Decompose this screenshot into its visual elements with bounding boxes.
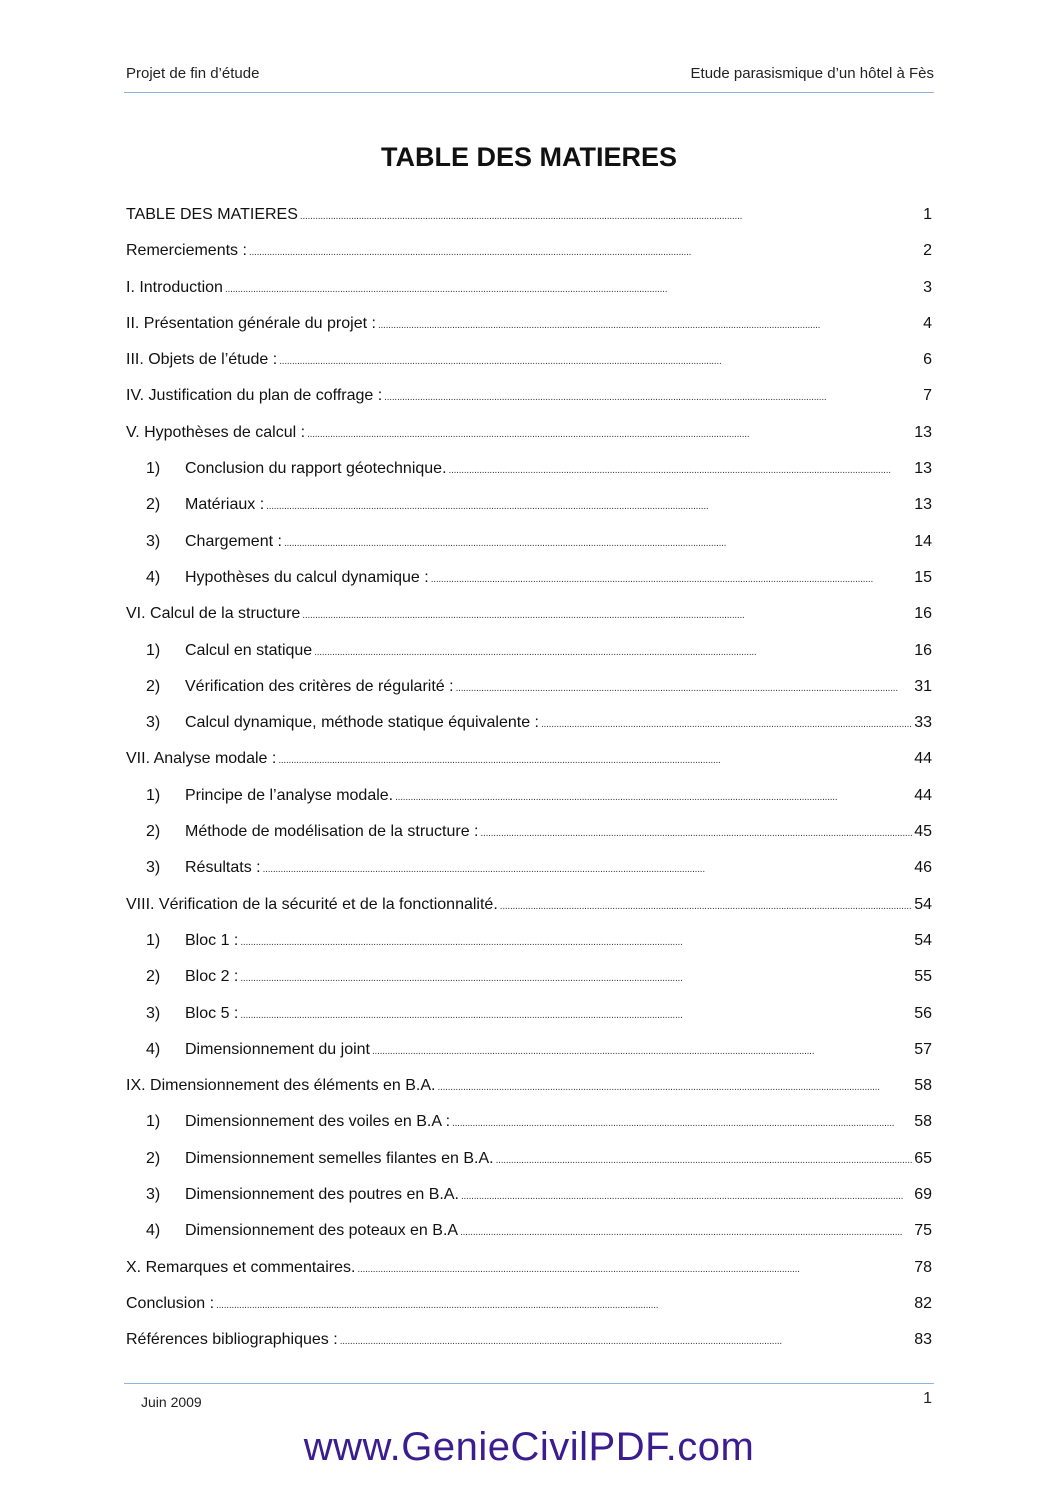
toc-entry[interactable] [126,785,932,821]
header-study-title: Etude parasismique d’un hôtel à Fès [690,65,934,82]
toc-entry-label: III. Objets de l’étude : [126,351,278,369]
toc-dot-leader [438,1075,913,1099]
toc-entry-page: 15 [914,568,932,586]
toc-entry-label: II. Présentation générale du projet : [126,314,376,332]
toc-dot-leader [263,857,913,881]
toc-entry-number: 3) [146,1004,161,1022]
toc-entry[interactable] [126,857,932,893]
toc-entry[interactable] [126,748,932,784]
toc-entry-page: 44 [914,750,932,768]
toc-entry-page: 82 [914,1294,932,1312]
toc-dot-leader [449,458,913,482]
toc-entry-page: 7 [923,387,932,405]
toc-dot-leader [278,748,912,772]
toc-entry-label: Matériaux : [185,496,265,514]
toc-entry-page: 55 [914,968,932,986]
toc-entry-page: 58 [914,1077,932,1095]
toc-entry-page: 2 [923,242,932,260]
toc-entry-label: Bloc 1 : [185,931,239,949]
toc-entry-number: 2) [146,968,161,986]
toc-dot-leader [314,640,912,664]
toc-entry-number: 1) [146,786,161,804]
toc-entry-number: 2) [146,1149,161,1167]
toc-entry[interactable] [126,930,932,966]
toc-entry-number: 3) [146,532,161,550]
toc-entry[interactable] [126,567,932,603]
toc-entry-number: 3) [146,1186,161,1204]
toc-entry-label: Bloc 2 : [185,968,239,986]
toc-entry-page: 75 [914,1222,932,1240]
toc-entry-number: 3) [146,859,161,877]
toc-entry-page: 54 [914,931,932,949]
toc-entry-page: 16 [914,605,932,623]
toc-entry-page: 46 [914,859,932,877]
toc-dot-leader [456,676,913,700]
toc-entry[interactable] [126,894,932,930]
header-project-label: Projet de fin d’étude [126,65,260,82]
toc-entry-label: Hypothèses du calcul dynamique : [185,568,429,586]
toc-entry[interactable] [126,1220,932,1256]
toc-entry-label: Vérification des critères de régularité : [185,677,454,695]
toc-entry-label: I. Introduction [126,278,223,296]
toc-entry-label: IX. Dimensionnement des éléments en B.A. [126,1077,436,1095]
footer-divider [124,1383,934,1384]
toc-entry-page: 13 [914,423,932,441]
toc-entry-page: 69 [914,1186,932,1204]
toc-entry[interactable] [126,422,932,458]
toc-entry[interactable] [126,349,932,385]
table-of-contents [126,204,932,1366]
toc-entry-label: Dimensionnement semelles filantes en B.A. [185,1149,494,1167]
toc-dot-leader [357,1257,912,1281]
toc-entry-label: IV. Justification du plan de coffrage : [126,387,383,405]
toc-dot-leader [500,894,912,918]
toc-dot-leader [266,494,912,518]
toc-entry-page: 78 [914,1258,932,1276]
toc-entry-number: 1) [146,460,161,478]
toc-entry-label: Chargement : [185,532,282,550]
toc-entry[interactable] [126,1111,932,1147]
toc-entry-label: Références bibliographiques : [126,1331,338,1349]
toc-entry-page: 58 [914,1113,932,1131]
toc-dot-leader [240,966,912,990]
toc-entry-number: 4) [146,1040,161,1058]
toc-entry[interactable] [126,712,932,748]
toc-entry-label: Dimensionnement des voiles en B.A : [185,1113,451,1131]
toc-dot-leader [384,385,921,409]
toc-entry-page: 1 [923,206,932,223]
toc-entry-page: 33 [914,714,932,732]
toc-dot-leader [452,1111,912,1135]
toc-dot-leader [340,1329,913,1353]
toc-entry-page: 16 [914,641,932,659]
toc-entry-label: Dimensionnement du joint [185,1040,370,1058]
toc-entry-number: 1) [146,1113,161,1131]
footer-page-number: 1 [923,1390,932,1407]
toc-dot-leader [541,712,912,736]
page-header [124,64,934,93]
toc-dot-leader [461,1184,912,1208]
toc-entry-page: 14 [914,532,932,550]
toc-dot-leader [460,1220,912,1244]
watermark-link[interactable]: www.GenieCivilPDF.com [303,1425,755,1469]
toc-entry-label: V. Hypothèses de calcul : [126,423,306,441]
toc-entry[interactable] [126,1293,932,1329]
toc-dot-leader [216,1293,912,1317]
toc-entry-label: Remerciements : [126,242,247,260]
page-title: TABLE DES MATIERES [380,142,677,172]
toc-entry-page: 31 [914,677,932,695]
toc-dot-leader [249,240,921,264]
toc-entry-page: 13 [914,460,932,478]
toc-entry-number: 4) [146,1222,161,1240]
footer-date: Juin 2009 [141,1394,202,1410]
toc-dot-leader [395,785,912,809]
toc-entry[interactable] [126,1003,932,1039]
toc-entry-label: VIII. Vérification de la sécurité et de la fonctionnalité. [126,895,498,913]
toc-dot-leader [284,531,912,555]
toc-entry[interactable] [126,676,932,712]
toc-entry[interactable] [126,494,932,530]
toc-entry-number: 3) [146,714,161,732]
toc-entry-page: 83 [914,1331,932,1349]
toc-dot-leader [225,277,921,301]
toc-entry[interactable] [126,821,932,857]
toc-entry[interactable] [126,204,932,240]
toc-dot-leader [300,204,921,228]
toc-entry-label: TABLE DES MATIERES [126,206,298,223]
toc-entry[interactable] [126,385,932,421]
toc-entry-label: Bloc 5 : [185,1004,239,1022]
toc-entry-label: VII. Analyse modale : [126,750,277,768]
toc-entry[interactable] [126,1184,932,1220]
toc-entry-page: 45 [914,823,932,841]
toc-entry[interactable] [126,1148,932,1184]
toc-entry-label: Calcul dynamique, méthode statique équivalente : [185,714,539,732]
toc-entry-page: 4 [923,314,932,332]
toc-entry-label: Résultats : [185,859,261,877]
toc-entry[interactable] [126,603,932,639]
toc-entry[interactable] [126,1039,932,1075]
toc-entry-label: Méthode de modélisation de la structure : [185,823,479,841]
toc-entry[interactable] [126,240,932,276]
toc-entry-page: 57 [914,1040,932,1058]
toc-dot-leader [431,567,913,591]
toc-entry-page: 13 [914,496,932,514]
toc-entry-label: Conclusion du rapport géotechnique. [185,460,447,478]
toc-entry[interactable] [126,458,932,494]
toc-dot-leader [279,349,921,373]
toc-entry-page: 56 [914,1004,932,1022]
toc-entry-page: 65 [914,1149,932,1167]
toc-dot-leader [372,1039,912,1063]
toc-entry-page: 54 [914,895,932,913]
toc-entry[interactable] [126,313,932,349]
toc-entry-page: 3 [923,278,932,296]
toc-entry-number: 4) [146,568,161,586]
toc-entry-label: Principe de l’analyse modale. [185,786,394,804]
toc-dot-leader [496,1148,913,1172]
toc-dot-leader [302,603,912,627]
toc-dot-leader [240,930,912,954]
toc-entry-label: X. Remarques et commentaires. [126,1258,356,1276]
toc-entry[interactable] [126,277,932,313]
toc-entry-label: Conclusion : [126,1294,215,1312]
toc-entry[interactable] [126,531,932,567]
toc-dot-leader [240,1003,912,1027]
toc-entry-number: 1) [146,931,161,949]
toc-entry-number: 2) [146,496,161,514]
toc-entry-page: 44 [914,786,932,804]
toc-entry[interactable] [126,966,932,1002]
toc-entry-label: VI. Calcul de la structure [126,605,301,623]
toc-entry-label: Dimensionnement des poteaux en B.A [185,1222,459,1240]
toc-entry-label: Dimensionnement des poutres en B.A. [185,1186,459,1204]
toc-dot-leader [307,422,912,446]
toc-entry-number: 1) [146,641,161,659]
toc-entry-page: 6 [923,351,932,369]
toc-entry-number: 2) [146,677,161,695]
toc-dot-leader [378,313,921,337]
toc-dot-leader [481,821,913,845]
toc-entry[interactable] [126,1329,932,1365]
toc-entry-label: Calcul en statique [185,641,313,659]
toc-entry[interactable] [126,640,932,676]
toc-entry[interactable] [126,1075,932,1111]
toc-entry[interactable] [126,1257,932,1293]
toc-entry-number: 2) [146,823,161,841]
